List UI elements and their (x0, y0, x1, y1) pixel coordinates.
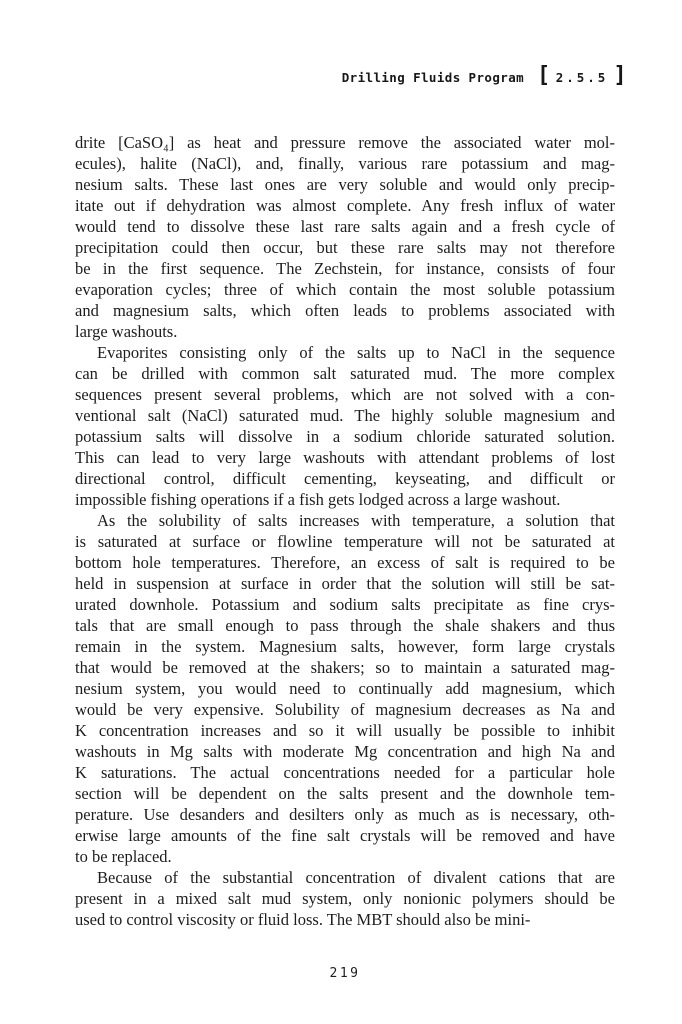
left-bracket: [ (537, 63, 551, 88)
text-line: This can lead to very large washouts with attendant problems of lost (75, 448, 615, 467)
text-line: perature. Use desanders and desilters only as much as is necessary, oth- (75, 805, 615, 824)
body-text (75, 132, 615, 930)
text-line: potassium salts will dissolve in a sodium chloride saturated solution. (75, 427, 615, 446)
text-line: remain in the system. Magnesium salts, however, form large crystals (75, 637, 615, 656)
text-line: K saturations. The actual concentrations needed for a particular hole (75, 763, 615, 782)
running-header-title: Drilling Fluids Program (341, 69, 525, 85)
text-line: Evaporites consisting only of the salts up to NaCl in the sequence (97, 343, 615, 362)
text-line: K concentration increases and so it will usually be possible to inhibit (75, 721, 615, 740)
text-line: Because of the substantial concentration of divalent cations that are (97, 868, 615, 887)
text-line: is saturated at surface or flowline temperature will not be saturated at (75, 532, 615, 551)
text-line: sequences present several problems, which are not solved with a con- (75, 385, 615, 404)
text-line: nesium system, you would need to continually add magnesium, which (75, 679, 615, 698)
section-number-bracket (537, 63, 627, 88)
text-line: ventional salt (NaCl) saturated mud. The highly soluble magnesium and (75, 406, 615, 425)
text-line: would be very expensive. Solubility of magnesium decreases as Na and (75, 700, 615, 719)
text-line: large washouts. (75, 322, 178, 341)
text-line: erwise large amounts of the fine salt crystals will be removed and have (75, 826, 615, 845)
text-line: bottom hole temperatures. Therefore, an excess of salt is required to be (75, 553, 615, 572)
text-line: can be drilled with common salt saturated mud. The more complex (75, 364, 615, 383)
text-line: precipitation could then occur, but these rare salts may not therefore (75, 238, 615, 257)
text-line: used to control viscosity or fluid loss. The MBT should also be mini- (75, 910, 531, 929)
text-line: section will be dependent on the salts present and the downhole tem- (75, 784, 615, 803)
text-line: present in a mixed salt mud system, only nonionic polymers should be (75, 889, 615, 908)
text-line: urated downhole. Potassium and sodium salts precipitate as fine crys- (75, 595, 615, 614)
text-line: nesium salts. These last ones are very soluble and would only precip- (75, 175, 615, 194)
text-line: held in suspension at surface in order that the solution will still be sat- (75, 574, 615, 593)
page-number: 219 (329, 966, 361, 981)
text-line: tals that are small enough to pass through the shale shakers and thus (75, 616, 615, 635)
text-line: evaporation cycles; three of which contain the most soluble potassium (75, 280, 615, 299)
section-number: 2.5.5 (555, 69, 609, 85)
text-line: and magnesium salts, which often leads to problems associated with (75, 301, 615, 320)
text-line: washouts in Mg salts with moderate Mg concentration and high Na and (75, 742, 615, 761)
text-line: ecules), halite (NaCl), and, finally, various rare potassium and mag- (75, 154, 615, 173)
text-line: impossible fishing operations if a fish gets lodged across a large washout. (75, 490, 561, 509)
text-line: As the solubility of salts increases with temperature, a solution that (97, 511, 615, 530)
right-bracket: ] (613, 63, 627, 88)
text-line: be in the first sequence. The Zechstein, for instance, consists of four (75, 259, 615, 278)
text-line: would tend to dissolve these last rare salts again and a fresh cycle of (75, 217, 615, 236)
text-line: that would be removed at the shakers; so to maintain a saturated mag- (75, 658, 615, 677)
text-line: to be replaced. (75, 847, 172, 866)
text-line: drite [CaSO₄] as heat and pressure remove the associated water mol- (75, 133, 615, 152)
running-header (342, 63, 627, 91)
text-line: directional control, difficult cementing, keyseating, and difficult or (75, 469, 615, 488)
text-line: itate out if dehydration was almost complete. Any fresh influx of water (75, 196, 615, 215)
